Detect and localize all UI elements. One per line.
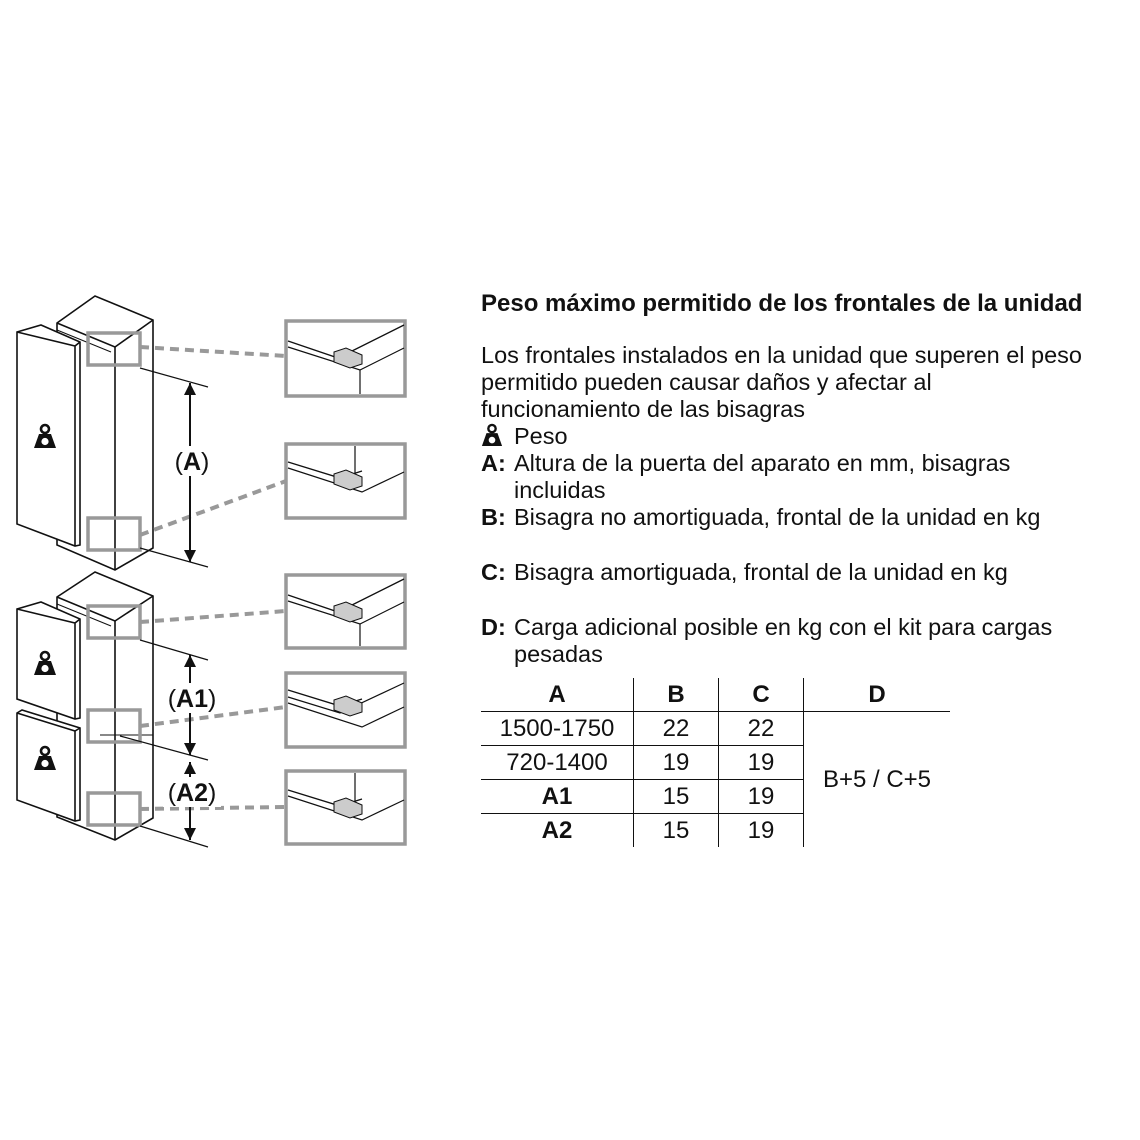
cell-b: 19	[634, 746, 719, 780]
hinge-detail-icon	[286, 321, 405, 396]
installation-diagram	[0, 0, 470, 1140]
cell-b: 22	[634, 712, 719, 746]
legend-c: C: Bisagra amortiguada, frontal de la unidad en kg	[481, 559, 1008, 585]
dimension-a-label: (A)	[174, 448, 210, 476]
header-c: C	[719, 678, 804, 712]
fridge-door-icon	[17, 602, 80, 719]
intro-line: Los frontales instalados en la unidad que superen el peso	[481, 342, 1082, 368]
legend-d: D: Carga adicional posible en kg con el kit para cargas	[481, 614, 1053, 640]
cell-c: 22	[719, 712, 804, 746]
table-row	[481, 712, 950, 746]
header-d: D	[804, 678, 951, 712]
cell-a: A2	[541, 816, 573, 844]
info-panel	[481, 289, 1131, 668]
cell-c: 19	[719, 780, 804, 814]
hinge-detail-icon	[286, 575, 405, 648]
weight-table	[481, 678, 950, 847]
dimension-a1-label: (A1)	[167, 685, 217, 713]
cell-c: 19	[719, 746, 804, 780]
hinge-detail-icon	[286, 673, 405, 747]
intro-line: permitido pueden causar daños y afectar al	[481, 369, 932, 395]
upper-appliance	[17, 296, 286, 570]
legend-d-cont: pesadas	[514, 641, 603, 667]
cell-a: 720-1400	[481, 746, 634, 780]
hinge-detail-icon	[286, 444, 405, 518]
hinge-detail-icon	[286, 771, 405, 844]
legend-weight: Peso	[481, 423, 1131, 450]
cell-d: B+5 / C+5	[804, 712, 951, 848]
cell-b: 15	[634, 780, 719, 814]
legend-b: B: Bisagra no amortiguada, frontal de la unidad en kg	[481, 504, 1041, 530]
dimension-a2-label: (A2)	[167, 779, 217, 807]
lower-appliance	[17, 572, 286, 847]
cell-b: 15	[634, 814, 719, 848]
legend-a-cont: incluidas	[514, 477, 606, 503]
table-header-row	[481, 678, 950, 712]
header-a: A	[481, 678, 634, 712]
intro-line: funcionamiento de las bisagras	[481, 396, 805, 422]
info-title: Peso máximo permitido de los frontales de la unidad	[481, 290, 1083, 317]
cell-a: A1	[481, 780, 634, 814]
legend-a: A: Altura de la puerta del aparato en mm, bisagras	[481, 450, 1011, 476]
cell-c: 19	[719, 814, 804, 848]
header-b: B	[634, 678, 719, 712]
weight-icon	[481, 423, 514, 450]
cell-a: 1500-1750	[481, 712, 634, 746]
